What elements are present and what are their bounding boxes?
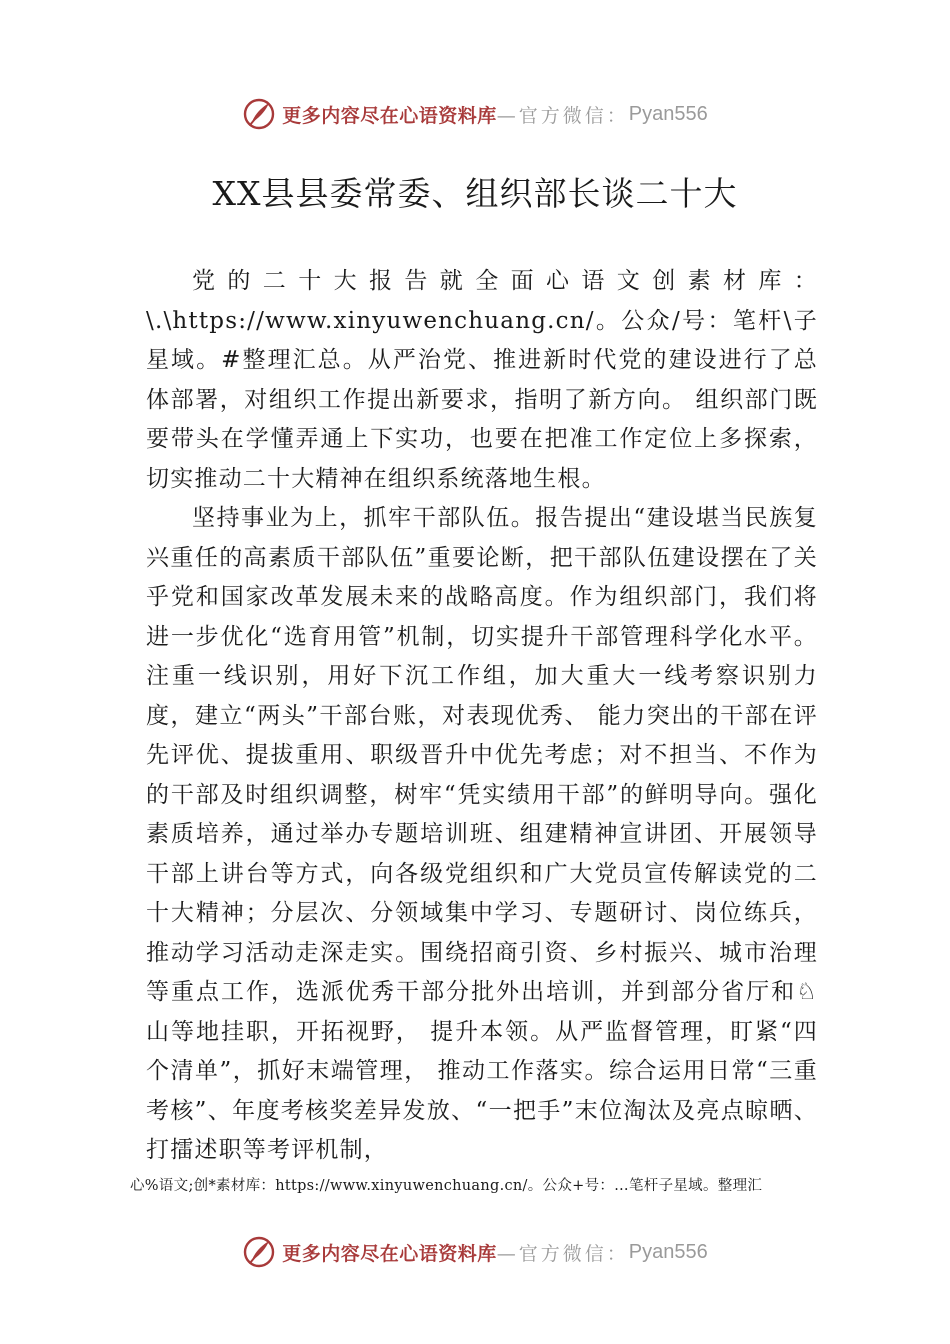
quill-logo-icon [242, 97, 276, 131]
body-paragraph-2: 坚持事业为上，抓牢干部队伍。报告提出“建设堪当民族复兴重任的高素质干部队伍”重要论断，把干部队伍建设摆在了关乎党和国家改革发展未来的战略高度。作为组织部门，我们将进一步优化“选育用管”机制，切实提升干部管理科学化水平。注重一线识别，用好下沉工作组，加大重大一线考察识别力度，建立“两头”干部台账，对表现优秀、 能力突出的干部在评先评优、提拔重用、职级晋升中优先考虑；对不担当、不作为的干部及时组织调整，树牢“凭实绩用干部”的鲜明导向。强化素质培养，通过举办专题培训班、组建精神宣讲团、开展领导干部上讲台等方式，向各级党组织和广大党员宣传解读党的二十大精神；分层次、分领域集中学习、专题研讨、岗位练兵，推动学习活动走深走实。围绕招商引资、乡村振兴、城市治理等重点工作，选派优秀干部分批外出培训，并到部分省厅和♘山等地挂职，开拓视野， 提升本领。从严监督管理，盯紧“四个清单”，抓好末端管理， 推动工作落实。综合运用日常“三重考核”、年度考核奖差异发放、“一把手”末位淘汰及亮点晾晒、打擂述职等考评机制， [146, 505, 818, 1163]
watermark-main-text: 更多内容尽在心语资料库 [282, 1242, 497, 1265]
watermark-wechat-id: Pyan556 [628, 102, 708, 125]
document-title: XX县县委常委、组织部长谈二十大 [212, 174, 738, 213]
document-body [146, 262, 818, 1171]
watermark-official-label: —官方微信： [496, 104, 629, 127]
watermark-banner-bottom [0, 1230, 950, 1274]
body-paragraph-1: 党的二十大报告就全面心语文创素材库：\.\https://www.xinyuwenchuang.cn/。公众/号：笔杆\子星域。#整理汇总。从严治党、推进新时代党的建设进行了总体部署，对组织工作提出新要求，指明了新方向。 组织部门既要带头在学懂弄通上下实功，也要在把准工作定位上多探索，切实推动二十大精神在组织系统落地生根。 [146, 268, 818, 492]
watermark-wechat-id: Pyan556 [628, 1240, 708, 1263]
watermark-official-label: —官方微信： [496, 1242, 629, 1265]
watermark-main-text: 更多内容尽在心语资料库 [282, 104, 497, 127]
watermark-banner-top [0, 92, 950, 136]
footer-note: 心%语文;创*素材库：https://www.xinyuwenchuang.cn/。公众+号：…笔杆子星域。整理汇 [130, 1178, 763, 1194]
quill-logo-icon [242, 1235, 276, 1269]
